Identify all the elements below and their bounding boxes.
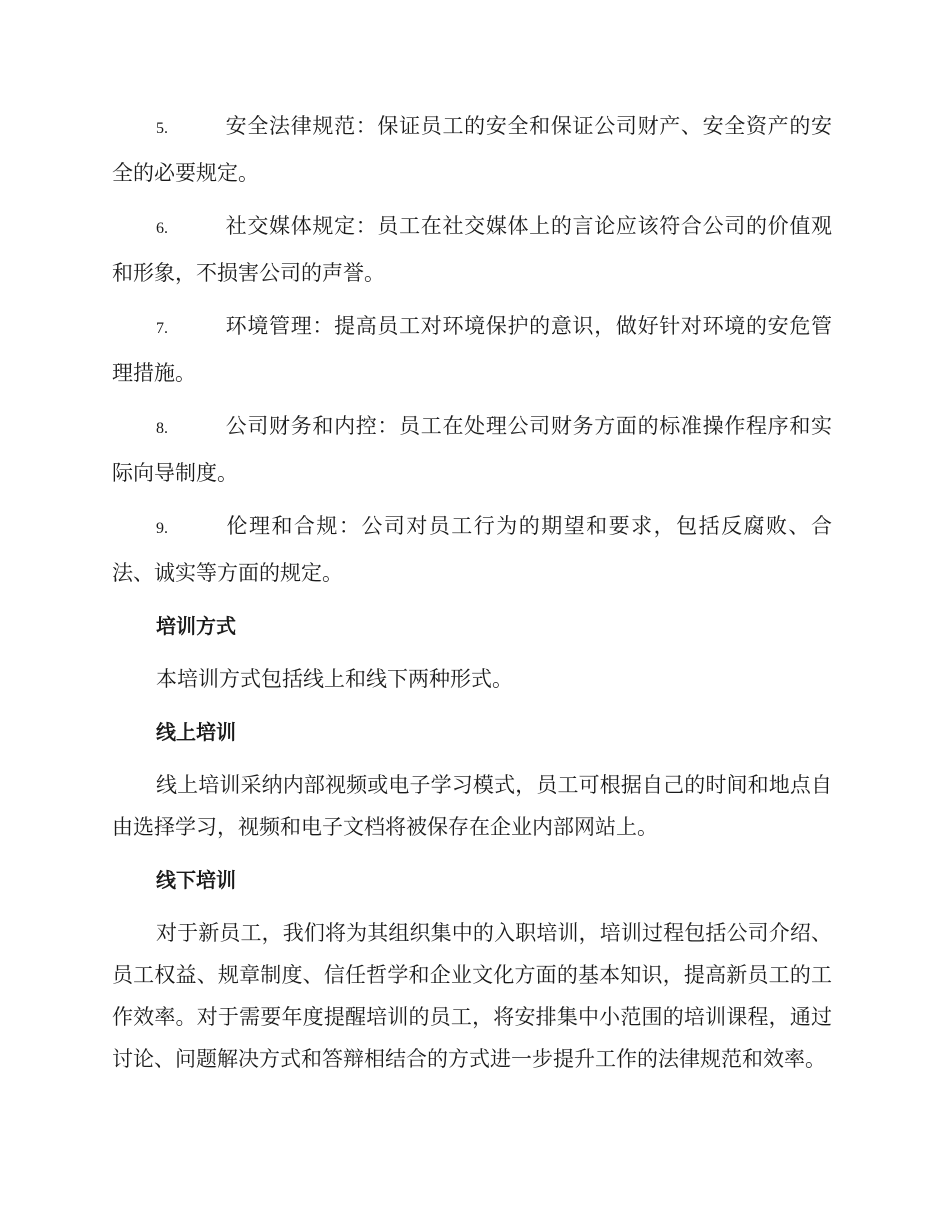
offline-training-body: 对于新员工，我们将为其组织集中的入职培训，培训过程包括公司介绍、员工权益、规章制度、信任哲学和企业文化方面的基本知识，提高新员工的工作效率。对于需要年度提醒培训的员工，将安排集中小范围的培训课程，通过讨论、问题解决方式和答辩相结合的方式进一步提升工作的法律规范和效率。	[112, 921, 832, 1071]
list-item	[112, 204, 832, 295]
list-item-number: 7.	[156, 320, 168, 337]
list-item	[112, 404, 832, 495]
list-item	[112, 104, 832, 195]
list-item-text: 社交媒体规定：员工在社交媒体上的言论应该符合公司的价值观和形象，不损害公司的声誉。	[112, 214, 832, 285]
document-page	[112, 104, 832, 1090]
online-training-body: 线上培训采纳内部视频或电子学习模式，员工可根据自己的时间和地点自由选择学习，视频和电子文档将被保存在企业内部网站上。	[112, 773, 832, 839]
list-item-text: 安全法律规范：保证员工的安全和保证公司财产、安全资产的安全的必要规定。	[112, 114, 832, 185]
list-item-number: 5.	[156, 120, 168, 137]
training-method-intro: 本培训方式包括线上和线下两种形式。	[156, 667, 513, 691]
training-method-heading: 培训方式	[156, 614, 236, 638]
list-item-number: 8.	[156, 420, 168, 437]
list-item-number: 9.	[156, 520, 168, 537]
list-item-number: 6.	[156, 220, 168, 237]
list-item	[112, 504, 832, 595]
offline-training-heading: 线下培训	[156, 868, 236, 892]
list-item	[112, 304, 832, 395]
online-training-heading: 线上培训	[156, 720, 236, 744]
list-item-text: 伦理和合规：公司对员工行为的期望和要求，包括反腐败、合法、诚实等方面的规定。	[112, 514, 832, 585]
list-item-text: 环境管理：提高员工对环境保护的意识，做好针对环境的安危管理措施。	[112, 314, 832, 385]
list-item-text: 公司财务和内控：员工在处理公司财务方面的标准操作程序和实际向导制度。	[112, 414, 832, 485]
